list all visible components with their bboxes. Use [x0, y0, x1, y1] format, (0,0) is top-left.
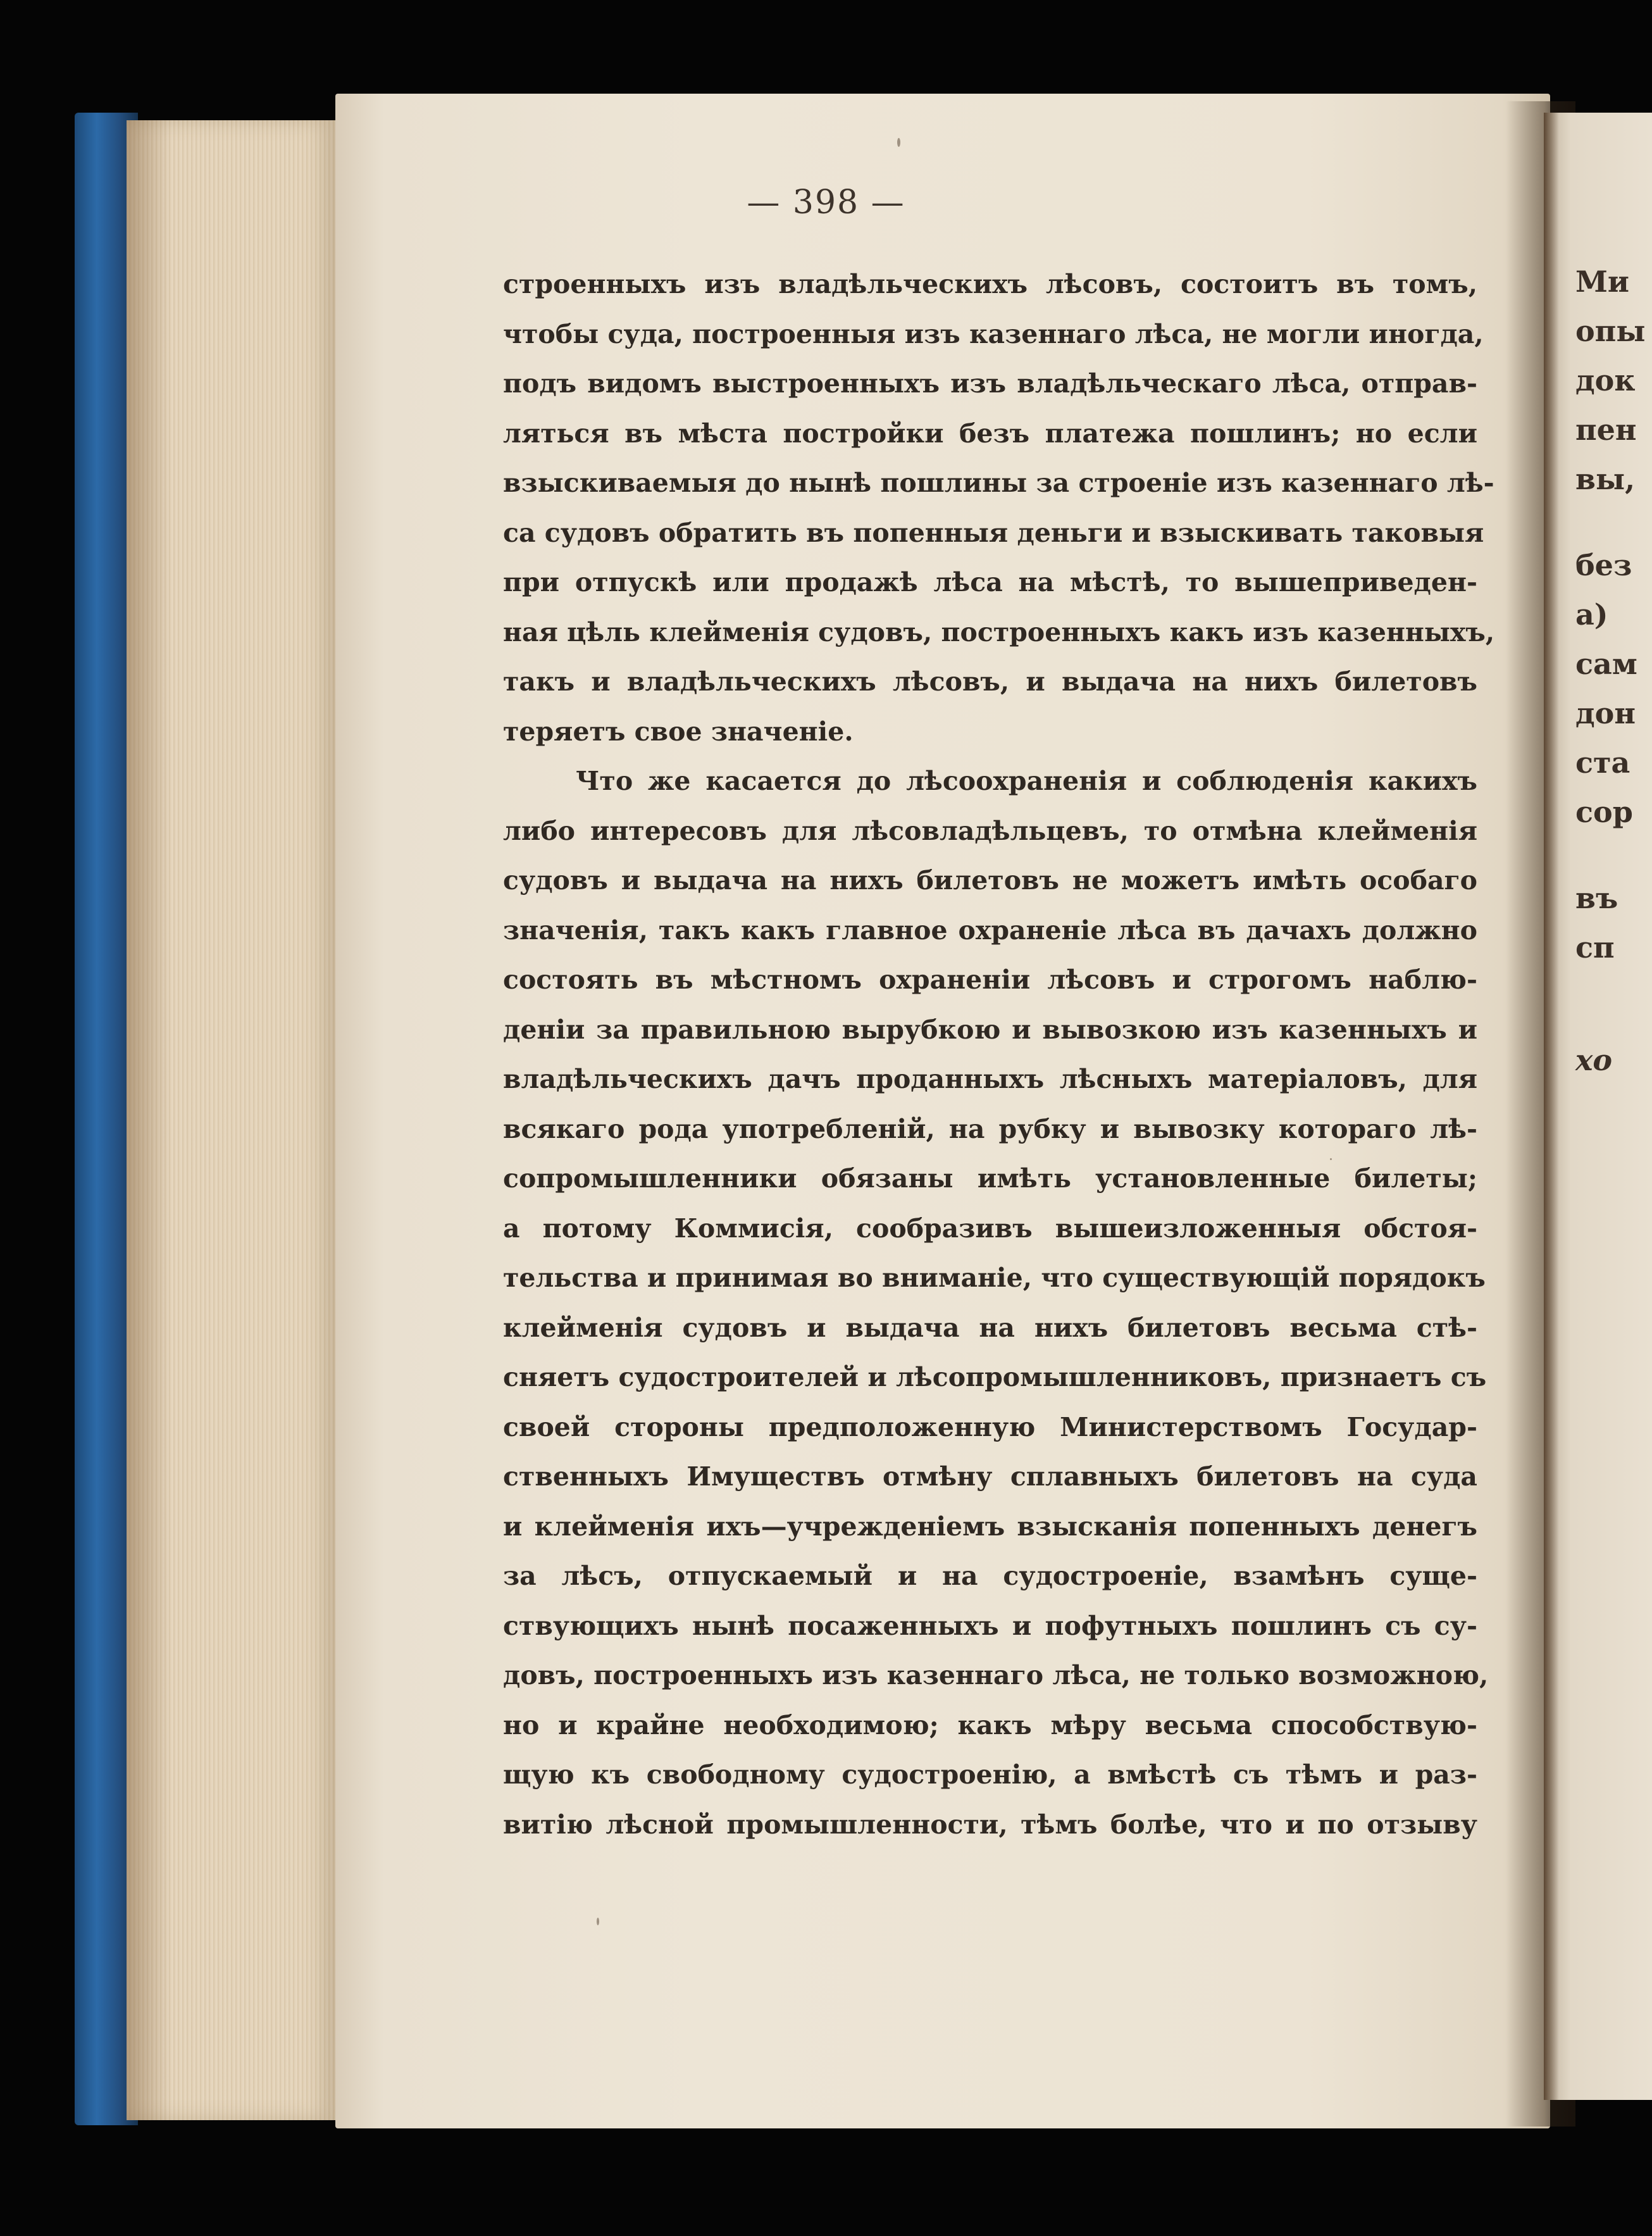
text-line: сопромышленники обязаны имѣть установленные билеты; [503, 1163, 1477, 1194]
text-line: и клейменія ихъ—учрежденіемъ взысканія попенныхъ денегъ [503, 1511, 1477, 1542]
facing-fragment: въ [1575, 881, 1618, 915]
text-line: такъ и владѣльческихъ лѣсовъ, и выдача на нихъ билетовъ [503, 666, 1477, 697]
text-line: взыскиваемыя до нынѣ пошлины за строеніе изъ казеннаго лѣ- [503, 468, 1494, 498]
facing-fragment: сам [1575, 647, 1637, 681]
text-line: Что же касается до лѣсоохраненія и соблюденія какихъ [576, 766, 1477, 796]
text-line: за лѣсъ, отпускаемый и на судостроеніе, взамѣнъ суще- [503, 1561, 1477, 1591]
page-edges-shadow [127, 120, 171, 2120]
facing-fragment: док [1575, 363, 1636, 397]
text-line: всякаго рода употребленій, на рубку и вывозку котораго лѣ- [503, 1113, 1477, 1144]
text-line: значенія, такъ какъ главное охраненіе лѣса въ дачахъ должно [503, 915, 1477, 946]
text-line: ная цѣль клейменія судовъ, построенныхъ какъ изъ казенныхъ, [503, 616, 1495, 647]
text-line: при отпускѣ или продажѣ лѣса на мѣстѣ, то вышеприведен- [503, 567, 1477, 597]
text-line: судовъ и выдача на нихъ билетовъ не можетъ имѣть особаго [503, 865, 1477, 896]
scan-speck [897, 138, 900, 147]
text-line: деніи за правильною вырубкою и вывозкою изъ казенныхъ и [503, 1014, 1477, 1045]
facing-fragment: пен [1575, 413, 1637, 447]
text-line: тельства и принимая во вниманіе, что существующій порядокъ [503, 1263, 1486, 1293]
facing-fragment: без [1575, 548, 1632, 582]
facing-fragment: сор [1575, 795, 1633, 829]
facing-fragment: опы [1575, 314, 1646, 348]
text-line: но и крайне необходимою; какъ мѣру весьма способствую- [503, 1709, 1477, 1740]
page-number: — 398 — [747, 184, 905, 222]
facing-fragment: Ми [1575, 265, 1630, 299]
facing-fragment: дон [1575, 696, 1636, 730]
text-line: своей стороны предположенную Министерствомъ Государ- [503, 1411, 1477, 1442]
text-line: теряетъ свое значеніе. [503, 716, 854, 747]
facing-fragment: а) [1575, 597, 1608, 632]
text-line: ствующихъ нынѣ посаженныхъ и пофутныхъ пошлинъ съ су- [503, 1610, 1477, 1641]
text-line: подъ видомъ выстроенныхъ изъ владѣльческаго лѣса, отправ- [503, 368, 1477, 399]
text-line: щую къ свободному судостроенію, а вмѣстѣ съ тѣмъ и раз- [503, 1759, 1477, 1790]
facing-page-shadow [1544, 113, 1559, 2100]
text-line: состоять въ мѣстномъ охраненіи лѣсовъ и строгомъ наблю- [503, 965, 1477, 995]
text-line: чтобы суда, построенныя изъ казеннаго лѣса, не могли иногда, [503, 318, 1484, 349]
text-line: довъ, построенныхъ изъ казеннаго лѣса, не только возможною, [503, 1660, 1489, 1690]
text-line: а потому Коммисія, сообразивъ вышеизложенныя обстоя- [503, 1213, 1477, 1244]
facing-fragment: вы, [1575, 462, 1636, 496]
text-line: ляться въ мѣста постройки безъ платежа пошлинъ; но если [503, 418, 1477, 449]
body-text [503, 259, 1495, 1849]
text-line: либо интересовъ для лѣсовладѣльцевъ, то отмѣна клейменія [503, 815, 1477, 846]
scan-speck [597, 1918, 599, 1925]
text-line: са судовъ обратить въ попенныя деньги и взыскивать таковыя [503, 517, 1484, 548]
text-line: владѣльческихъ дачъ проданныхъ лѣсныхъ матеріаловъ, для [503, 1064, 1477, 1094]
text-line: клейменія судовъ и выдача на нихъ билетовъ весьма стѣ- [503, 1312, 1477, 1343]
scan-speck [1330, 1158, 1332, 1160]
text-line: витію лѣсной промышленности, тѣмъ болѣе, что и по отзыву [503, 1809, 1477, 1840]
facing-fragment: сп [1575, 930, 1615, 965]
facing-fragment: хо [1575, 1043, 1613, 1077]
text-line: строенныхъ изъ владѣльческихъ лѣсовъ, состоитъ въ томъ, [503, 269, 1477, 299]
facing-page [1544, 113, 1652, 2100]
facing-fragment: ста [1575, 746, 1630, 780]
text-line: ственныхъ Имуществъ отмѣну сплавныхъ билетовъ на суда [503, 1461, 1477, 1492]
text-line: сняетъ судостроителей и лѣсопромышленниковъ, признаетъ съ [503, 1362, 1487, 1392]
